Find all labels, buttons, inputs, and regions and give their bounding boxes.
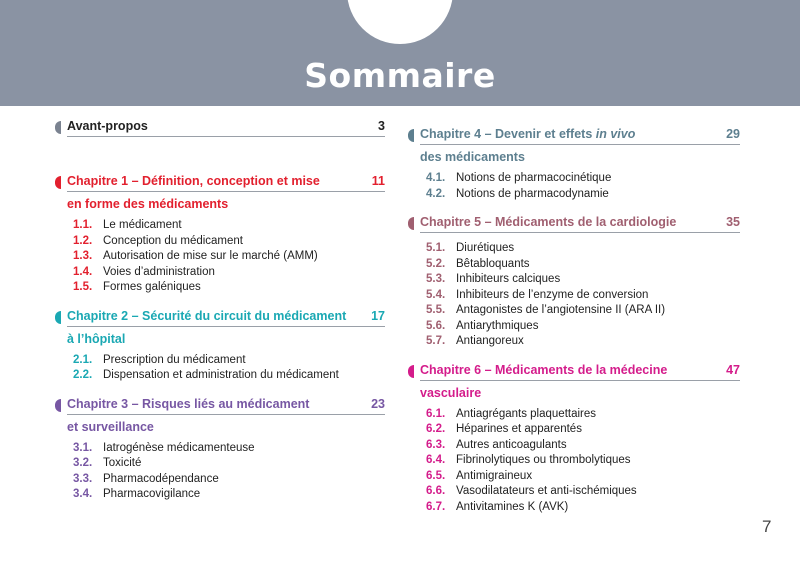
- list-item[interactable]: 2.1. Prescription du médicament: [73, 353, 246, 366]
- chapter-marker-icon: [408, 365, 414, 378]
- list-item[interactable]: 5.4. Inhibiteurs de l’enzyme de conversion: [426, 288, 649, 301]
- avant-propos-page: 3: [378, 119, 385, 133]
- toc-chapter-1[interactable]: [55, 173, 385, 296]
- header-banner: [0, 0, 800, 106]
- chapter-4-page: 29: [726, 127, 740, 141]
- chapter-5-title: Chapitre 5 – Médicaments de la cardiologie: [420, 215, 677, 229]
- list-item[interactable]: 5.3. Inhibiteurs calciques: [426, 273, 561, 285]
- list-item[interactable]: 4.1. Notions de pharmacocinétique: [426, 172, 612, 184]
- list-item[interactable]: 3.3. Pharmacodépendance: [73, 472, 219, 485]
- chapter-3-title-cont: et surveillance: [67, 419, 154, 434]
- chapter-6-title: Chapitre 6 – Médicaments de la médecine: [420, 362, 668, 377]
- list-item[interactable]: 1.5. Formes galéniques: [73, 281, 201, 293]
- list-item[interactable]: 6.3. Autres anticoagulants: [426, 438, 567, 451]
- chapter-2-title: Chapitre 2 – Sécurité du circuit du médicament: [67, 308, 347, 323]
- list-item[interactable]: 6.6. Vasodilatateurs et anti-ischémiques: [426, 485, 637, 497]
- toc-chapter-3[interactable]: [55, 396, 385, 503]
- chapter-1-title: Chapitre 1 – Définition, conception et mise: [67, 174, 320, 188]
- chapter-4-sections: [420, 171, 740, 202]
- chapter-4-title: Chapitre 4 – Devenir et effets in vivo: [420, 127, 636, 141]
- list-item[interactable]: 5.6. Antiarythmiques: [426, 319, 539, 332]
- page-title: Sommaire: [304, 56, 496, 95]
- chapter-4-title-cont: des médicaments: [420, 150, 525, 164]
- chapter-3-sections: [67, 441, 385, 503]
- list-item[interactable]: 1.2. Conception du médicament: [73, 234, 243, 247]
- list-item[interactable]: 6.7. Antivitamines K (AVK): [426, 500, 569, 513]
- list-item[interactable]: 1.4. Voies d’administration: [73, 265, 215, 278]
- chapter-6-sections: [420, 407, 740, 516]
- page-number: 7: [762, 517, 772, 536]
- toc-chapter-4[interactable]: [408, 126, 740, 202]
- toc-avant-propos[interactable]: [55, 118, 385, 137]
- list-item[interactable]: 5.7. Antiangoreux: [426, 335, 524, 347]
- list-item[interactable]: 5.1. Diurétiques: [426, 242, 515, 254]
- chapter-5-sections: [420, 241, 740, 350]
- list-item[interactable]: 6.2. Héparines et apparentés: [426, 423, 582, 435]
- chapter-marker-icon: [55, 121, 61, 134]
- chapter-3-page: 23: [371, 396, 385, 411]
- list-item[interactable]: 5.2. Bêtabloquants: [426, 257, 530, 270]
- list-item[interactable]: 6.5. Antimigraineux: [426, 469, 533, 482]
- chapter-2-title-cont: à l’hôpital: [67, 331, 126, 346]
- list-item[interactable]: 6.1. Antiagrégants plaquettaires: [426, 407, 597, 420]
- chapter-marker-icon: [55, 399, 61, 412]
- list-item[interactable]: 5.5. Antagonistes de l’angiotensine II (ARA II): [426, 304, 666, 316]
- chapter-5-page: 35: [726, 215, 740, 229]
- chapter-6-title-cont: vasculaire: [420, 385, 482, 400]
- chapter-marker-icon: [55, 176, 61, 189]
- toc-chapter-6[interactable]: [408, 362, 740, 516]
- chapter-2-sections: [67, 353, 385, 384]
- chapter-marker-icon: [408, 129, 414, 142]
- chapter-6-page: 47: [726, 362, 740, 377]
- chapter-marker-icon: [55, 311, 61, 324]
- toc-chapter-5[interactable]: [408, 214, 740, 350]
- list-item[interactable]: 6.4. Fibrinolytiques ou thrombolytiques: [426, 454, 631, 466]
- list-item[interactable]: 1.3. Autorisation de mise sur le marché (AMM): [73, 250, 318, 262]
- chapter-2-page: 17: [371, 308, 385, 323]
- chapter-3-title: Chapitre 3 – Risques liés au médicament: [67, 396, 310, 411]
- list-item[interactable]: 3.1. Iatrogénèse médicamenteuse: [73, 441, 255, 454]
- list-item[interactable]: 3.4. Pharmacovigilance: [73, 488, 201, 500]
- toc-right-column: [408, 126, 740, 515]
- chapter-1-title-cont: en forme des médicaments: [67, 197, 229, 211]
- toc-chapter-2[interactable]: [55, 308, 385, 384]
- list-item[interactable]: 1.1. Le médicament: [73, 219, 182, 231]
- list-item[interactable]: 4.2. Notions de pharmacodynamie: [426, 187, 609, 200]
- chapter-1-sections: [67, 218, 385, 296]
- chapter-marker-icon: [408, 217, 414, 230]
- avant-propos-title: Avant-propos: [67, 119, 148, 133]
- chapter-1-page: 11: [371, 174, 385, 188]
- toc-left-column: [55, 118, 385, 503]
- banner-circle-decoration: [347, 0, 453, 44]
- list-item[interactable]: 2.2. Dispensation et administration du médicament: [73, 369, 339, 381]
- list-item[interactable]: 3.2. Toxicité: [73, 457, 142, 469]
